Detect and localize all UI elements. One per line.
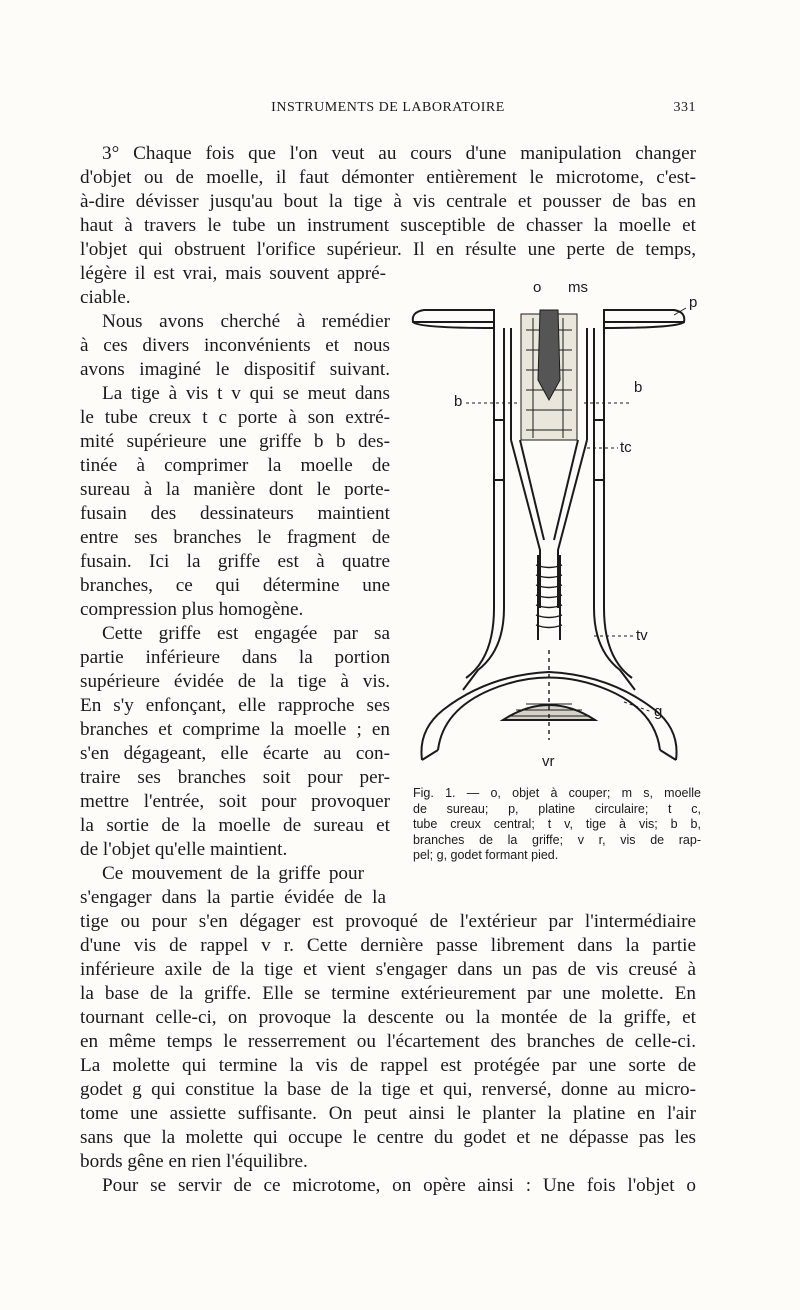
- text-line: d'objet ou de moelle, il faut démonter entièrement le microtome, c'est-: [80, 167, 696, 188]
- text-line: la sortie de la moelle de sureau et: [80, 815, 390, 836]
- text-line: légère il est vrai, mais souvent appré-: [80, 263, 386, 284]
- text-line: branches, ce qui détermine une: [80, 575, 390, 596]
- microtome-figure: [408, 270, 708, 790]
- label-ms: ms: [568, 279, 588, 296]
- label-vr: vr: [542, 753, 555, 770]
- text-line: 3° Chaque fois que l'on veut au cours d'une manipulation changer: [102, 143, 696, 164]
- running-title: INSTRUMENTS DE LABORATOIRE: [271, 100, 505, 115]
- text-line: La molette qui termine la vis de rappel est protégée par une sorte de: [80, 1055, 696, 1076]
- text-line: partie inférieure dans la portion: [80, 647, 390, 668]
- text-line: tinée à comprimer la moelle de: [80, 455, 390, 476]
- text-line: tige ou pour s'en dégager est provoqué de l'extérieur par l'intermédiaire: [80, 911, 696, 932]
- label-tc: tc: [620, 439, 632, 456]
- text-line: traire ses branches soit pour per-: [80, 767, 390, 788]
- text-line: ciable.: [80, 287, 131, 308]
- caption-line: de sureau; p, platine circulaire; t c,: [413, 801, 701, 816]
- text-line: de l'objet qu'elle maintient.: [80, 839, 288, 860]
- text-line: Cette griffe est engagée par sa: [102, 623, 390, 644]
- text-line: entre ses branches le fragment de: [80, 527, 390, 548]
- text-line: sureau à la manière dont le porte-: [80, 479, 390, 500]
- label-b-right: b: [634, 379, 643, 396]
- label-o: o: [533, 279, 542, 296]
- text-line: à ces divers inconvénients et nous: [80, 335, 390, 356]
- text-line: haut à travers le tube un instrument susceptible de chasser la moelle et: [80, 215, 696, 236]
- text-line: supérieure évidée de la tige à vis.: [80, 671, 390, 692]
- text-line: en même temps le resserrement ou l'écartement des branches de celle-ci.: [80, 1031, 696, 1052]
- text-line: d'une vis de rappel v r. Cette dernière passe librement dans la partie: [80, 935, 696, 956]
- caption-line: pel; g, godet formant pied.: [413, 848, 559, 862]
- text-line: tournant celle-ci, on provoque la descente ou la montée de la griffe, et: [80, 1007, 696, 1028]
- text-line: bords gêne en rien l'équilibre.: [80, 1151, 308, 1172]
- text-line: inférieure axile de la tige et vient s'engager dans un pas de vis creusé à: [80, 959, 696, 980]
- text-line: avons imaginé le dispositif suivant.: [80, 359, 390, 380]
- label-tv: tv: [636, 627, 648, 644]
- text-line: tome une assiette suffisante. On peut ainsi le planter la platine en l'air: [80, 1103, 696, 1124]
- figure-caption: [413, 786, 701, 864]
- label-g: g: [654, 703, 663, 720]
- text-line: le tube creux t c porte à son extré-: [80, 407, 390, 428]
- text-line: sans que la molette qui occupe le centre du godet et ne dépasse pas les: [80, 1127, 696, 1148]
- caption-line: Fig. 1. — o, objet à couper; m s, moelle: [413, 786, 701, 800]
- label-b-left: b: [454, 393, 463, 410]
- text-line: à-dire dévisser jusqu'au bout la tige à vis centrale et pousser de bas en: [80, 191, 696, 212]
- text-line: fusain. Ici la griffe est à quatre: [80, 551, 390, 572]
- label-p: p: [689, 294, 698, 311]
- text-line: la base de la griffe. Elle se termine extérieurement par une molette. En: [80, 983, 696, 1004]
- text-line: Nous avons cherché à remédier: [102, 311, 390, 332]
- text-line: mité supérieure une griffe b b des-: [80, 431, 390, 452]
- running-header: [80, 100, 696, 124]
- text-line: branches et comprime la moelle ; en: [80, 719, 390, 740]
- text-line: compression plus homogène.: [80, 599, 304, 620]
- text-line: godet g qui constitue la base de la tige et qui, renversé, donne au micro-: [80, 1079, 696, 1100]
- text-line: Ce mouvement de la griffe pour: [102, 863, 364, 884]
- text-line: mettre l'entrée, soit pour provoquer: [80, 791, 390, 812]
- microtome-drawing: [408, 270, 708, 790]
- text-line: l'objet qui obstruent l'orifice supérieur. Il en résulte une perte de temps,: [80, 239, 696, 260]
- text-line: La tige à vis t v qui se meut dans: [102, 383, 390, 404]
- text-line: s'engager dans la partie évidée de la: [80, 887, 386, 908]
- text-line: s'en dégageant, elle écarte au con-: [80, 743, 390, 764]
- text-line: En s'y enfonçant, elle rapproche ses: [80, 695, 390, 716]
- caption-line: branches de la griffe; v r, vis de rap-: [413, 832, 701, 847]
- caption-line: tube creux central; t v, tige à vis; b b,: [413, 817, 701, 831]
- page-number: 331: [673, 100, 696, 115]
- text-line: Pour se servir de ce microtome, on opère ainsi : Une fois l'objet o: [102, 1175, 696, 1196]
- text-line: fusain des dessinateurs maintient: [80, 503, 390, 524]
